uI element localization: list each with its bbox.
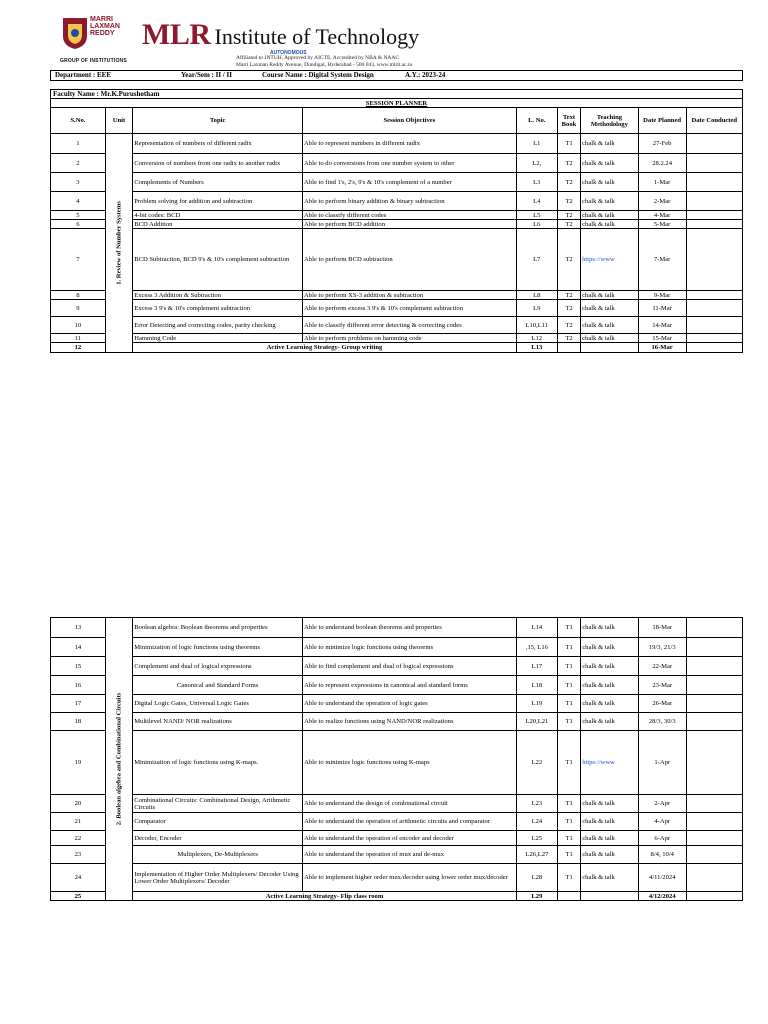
cell-date-planned: 8/4, 10/4	[638, 846, 686, 864]
cell-sno: 18	[51, 713, 106, 731]
header-conducted: Date Conducted	[686, 108, 742, 134]
cell-date-planned: 26-Mar	[638, 695, 686, 713]
cell-date-conducted	[686, 676, 742, 695]
cell-date-conducted	[686, 192, 742, 211]
cell-lno: L4	[516, 192, 557, 211]
session-row	[51, 813, 743, 831]
cell-sno: 14	[51, 638, 106, 657]
cell-lno: L13	[516, 343, 557, 353]
session-row	[51, 220, 743, 229]
cell-topic: Complement and dual of logical expressions	[133, 657, 303, 676]
cell-lno: L9	[516, 300, 557, 317]
planner-title: SESSION PLANNER	[51, 99, 743, 108]
session-planner-table-2	[50, 617, 743, 901]
cell-methodology: chalk & talk	[581, 864, 639, 892]
cell-date-planned: 28.2.24	[638, 154, 686, 173]
session-row	[51, 173, 743, 192]
cell-date-conducted	[686, 638, 742, 657]
cell-lno: L8	[516, 291, 557, 300]
cell-sno: 22	[51, 831, 106, 846]
cell-objective: Able to understand the design of combinational circuit	[303, 795, 517, 813]
cell-textbook: T1	[557, 731, 580, 795]
cell-date-planned: 4-Mar	[638, 211, 686, 220]
cell-date-planned: 2-Apr	[638, 795, 686, 813]
cell-methodology: chalk & talk	[581, 846, 639, 864]
cell-textbook: T1	[557, 864, 580, 892]
cell-objective: Able to perform XS-3 addition & subtraction	[303, 291, 517, 300]
cell-date-planned: 4/12/2024	[638, 892, 686, 901]
cell-textbook: T2	[557, 229, 580, 291]
cell-objective: Able to understand the operation of arithmetic circuits and comparator	[303, 813, 517, 831]
cell-sno: 16	[51, 676, 106, 695]
institute-name	[142, 18, 419, 52]
cell-date-conducted	[686, 618, 742, 638]
academic-year: A.Y.: 2023-24	[405, 71, 446, 79]
brand-rest: Institute of Technology	[214, 24, 420, 49]
cell-methodology: chalk & talk	[581, 676, 639, 695]
cell-date-planned: 9-Mar	[638, 291, 686, 300]
department: Department : EEE	[55, 71, 111, 79]
session-row	[51, 795, 743, 813]
cell-objective: Able to perform BCD subtraction	[303, 229, 517, 291]
cell-objective: Able to minimize logic functions using K-maps	[303, 731, 517, 795]
session-row	[51, 154, 743, 173]
unit-label: 2. Boolean algebra and Combinational Circuits	[115, 692, 123, 826]
cell-methodology: chalk & talk	[581, 173, 639, 192]
cell-methodology: chalk & talk	[581, 713, 639, 731]
group-tag: GROUP OF INSTITUTIONS	[60, 58, 127, 64]
cell-date-planned: 2-Mar	[638, 192, 686, 211]
cell-sno: 23	[51, 846, 106, 864]
cell-textbook: T1	[557, 813, 580, 831]
cell-date-planned: 4/11/2024	[638, 864, 686, 892]
header-objectives: Session Objectives	[303, 108, 517, 134]
cell-sno: 13	[51, 618, 106, 638]
cell-textbook	[557, 892, 580, 901]
cell-date-conducted	[686, 831, 742, 846]
cell-methodology: chalk & talk	[581, 192, 639, 211]
autonomous-badge: AUTONOMOUS	[270, 50, 307, 56]
cell-textbook: T1	[557, 638, 580, 657]
header-sno: S.No.	[51, 108, 106, 134]
session-row	[51, 229, 743, 291]
header-row	[51, 108, 743, 134]
session-row	[51, 657, 743, 676]
cell-date-conducted	[686, 229, 742, 291]
cell-date-conducted	[686, 864, 742, 892]
cell-lno: L24	[516, 813, 557, 831]
cell-date-planned: 4-Apr	[638, 813, 686, 831]
cell-date-planned: 15-Mar	[638, 334, 686, 343]
cell-sno: 24	[51, 864, 106, 892]
header-method: Teaching Methodology	[581, 108, 639, 134]
cell-sno: 25	[51, 892, 106, 901]
active-learning-row	[51, 343, 743, 353]
unit-cell	[105, 134, 132, 353]
cell-methodology: chalk & talk	[581, 831, 639, 846]
cell-textbook: T1	[557, 831, 580, 846]
cell-lno: L6	[516, 220, 557, 229]
cell-topic: Minimization of logic functions using K-maps.	[133, 731, 303, 795]
cell-methodology: chalk & talk	[581, 657, 639, 676]
institute-header	[60, 14, 480, 70]
cell-date-conducted	[686, 795, 742, 813]
cell-date-conducted	[686, 220, 742, 229]
logo-words	[90, 16, 120, 37]
cell-sno: 7	[51, 229, 106, 291]
session-row	[51, 638, 743, 657]
cell-sno: 10	[51, 317, 106, 334]
cell-topic: BCD Subtraction, BCD 9's & 10's complement subtraction	[133, 229, 303, 291]
cell-date-conducted	[686, 657, 742, 676]
cell-date-conducted	[686, 343, 742, 353]
cell-date-conducted	[686, 334, 742, 343]
cell-sno: 6	[51, 220, 106, 229]
cell-sno: 5	[51, 211, 106, 220]
session-row	[51, 334, 743, 343]
cell-textbook: T2	[557, 211, 580, 220]
methodology-link[interactable]: https://www	[581, 229, 639, 291]
cell-objective: Able to perform binary addition & binary subtraction	[303, 192, 517, 211]
cell-date-planned: 28/3, 30/3	[638, 713, 686, 731]
cell-methodology: chalk & talk	[581, 291, 639, 300]
cell-textbook: T2	[557, 173, 580, 192]
cell-objective: Able to do conversions from one number system to other	[303, 154, 517, 173]
cell-sno: 15	[51, 657, 106, 676]
cell-textbook: T1	[557, 695, 580, 713]
logo-word-3: REDDY	[90, 30, 115, 37]
cell-sno: 21	[51, 813, 106, 831]
cell-date-conducted	[686, 173, 742, 192]
cell-sno: 9	[51, 300, 106, 317]
cell-date-conducted	[686, 813, 742, 831]
header-unit: Unit	[105, 108, 132, 134]
cell-date-conducted	[686, 291, 742, 300]
cell-methodology: chalk & talk	[581, 695, 639, 713]
cell-lno: ,15, L16	[516, 638, 557, 657]
cell-lno: L28	[516, 864, 557, 892]
cell-date-planned: 22-Mar	[638, 657, 686, 676]
cell-topic: Complements of Numbers	[133, 173, 303, 192]
cell-topic: Representation of numbers of different radix	[133, 134, 303, 154]
brand-mlr: MLR	[142, 18, 211, 51]
cell-date-conducted	[686, 731, 742, 795]
session-row	[51, 192, 743, 211]
cell-objective: Able to understand boolean theorems and properties	[303, 618, 517, 638]
cell-methodology: chalk & talk	[581, 334, 639, 343]
cell-date-planned: 18-Mar	[638, 618, 686, 638]
institute-logo-icon	[60, 16, 90, 50]
cell-sno: 1	[51, 134, 106, 154]
session-row	[51, 695, 743, 713]
cell-topic: Multiplexers, De-Multiplexers	[133, 846, 303, 864]
methodology-link[interactable]: https://www	[581, 731, 639, 795]
cell-topic: Problem solving for addition and subtraction	[133, 192, 303, 211]
cell-sno: 11	[51, 334, 106, 343]
cell-date-conducted	[686, 695, 742, 713]
cell-textbook: T2	[557, 300, 580, 317]
cell-textbook: T2	[557, 192, 580, 211]
session-row	[51, 134, 743, 154]
logo-word-1: MARRI	[90, 16, 113, 23]
cell-objective: Able to understand the operation of logic gates	[303, 695, 517, 713]
cell-topic: Excess 3 9's & 10's complement subtraction	[133, 300, 303, 317]
course-name: Course Name : Digital System Design	[262, 71, 374, 79]
cell-topic: Minimization of logic functions using theorems	[133, 638, 303, 657]
cell-sno: 12	[51, 343, 106, 353]
session-row	[51, 618, 743, 638]
cell-sno: 8	[51, 291, 106, 300]
cell-lno: L19	[516, 695, 557, 713]
cell-topic: 4-bit codes: BCD	[133, 211, 303, 220]
cell-lno: L26,L27	[516, 846, 557, 864]
cell-topic: BCD Addition	[133, 220, 303, 229]
active-learning-label: Active Learning Strategy- Flip class room	[133, 892, 517, 901]
cell-textbook: T2	[557, 154, 580, 173]
cell-sno: 20	[51, 795, 106, 813]
cell-methodology: chalk & talk	[581, 813, 639, 831]
cell-methodology: chalk & talk	[581, 638, 639, 657]
session-row	[51, 846, 743, 864]
cell-sno: 2	[51, 154, 106, 173]
cell-objective: Able to realize functions using NAND/NOR realizations	[303, 713, 517, 731]
session-row	[51, 864, 743, 892]
active-learning-label: Active Learning Strategy- Group writing	[133, 343, 517, 353]
cell-objective: Able to perform BCD addition	[303, 220, 517, 229]
cell-date-planned: 5-Mar	[638, 220, 686, 229]
cell-lno: L18	[516, 676, 557, 695]
cell-textbook: T1	[557, 846, 580, 864]
cell-textbook: T2	[557, 291, 580, 300]
cell-textbook: T1	[557, 134, 580, 154]
cell-textbook: T2	[557, 334, 580, 343]
cell-textbook: T1	[557, 676, 580, 695]
cell-topic: Implementation of Higher Order Multiplexers/ Decoder Using Lower Order Multiplexers/ Decoder	[133, 864, 303, 892]
session-planner-table-1	[50, 98, 743, 353]
cell-sno: 3	[51, 173, 106, 192]
cell-objective: Able to minimize logic functions using theorems	[303, 638, 517, 657]
cell-date-conducted	[686, 317, 742, 334]
cell-date-conducted	[686, 154, 742, 173]
header-textbook: Text Book	[557, 108, 580, 134]
cell-textbook: T1	[557, 657, 580, 676]
cell-date-conducted	[686, 134, 742, 154]
cell-objective: Able to find complement and dual of logical expressions	[303, 657, 517, 676]
cell-date-planned: 19/3, 21/3	[638, 638, 686, 657]
cell-date-conducted	[686, 846, 742, 864]
header-lno: L. No.	[516, 108, 557, 134]
session-row	[51, 713, 743, 731]
faculty-name: Faculty Name : Mr.K.Purushotham	[53, 90, 160, 98]
session-row	[51, 676, 743, 695]
cell-date-planned: 1-Mar	[638, 173, 686, 192]
cell-topic: Decoder, Encoder	[133, 831, 303, 846]
year-sem: Year/Sem : II / II	[181, 71, 232, 79]
cell-objective: Able to classify different codes	[303, 211, 517, 220]
cell-topic: Hamming Code	[133, 334, 303, 343]
cell-methodology	[581, 892, 639, 901]
cell-methodology: chalk & talk	[581, 317, 639, 334]
cell-lno: L25	[516, 831, 557, 846]
active-learning-row	[51, 892, 743, 901]
session-row	[51, 211, 743, 220]
cell-objective: Able to represent expressions in canonical and standard forms	[303, 676, 517, 695]
cell-methodology: chalk & talk	[581, 795, 639, 813]
cell-topic: Conversion of numbers from one radix to another radix	[133, 154, 303, 173]
cell-objective: Able to classify different error detecting & correcting codes	[303, 317, 517, 334]
course-info-strip	[50, 70, 743, 81]
address-text: Marri Laxman Reddy Avenue, Dundigal, Hyderabad - 500 043, www.mlrit.ac.in	[236, 62, 413, 68]
cell-textbook: T1	[557, 795, 580, 813]
cell-lno: L22	[516, 731, 557, 795]
cell-topic: Boolean algebra: Boolean theorems and properties	[133, 618, 303, 638]
logo-word-2: LAXMAN	[90, 23, 120, 30]
cell-methodology: chalk & talk	[581, 300, 639, 317]
cell-lno: L23	[516, 795, 557, 813]
session-row	[51, 291, 743, 300]
cell-textbook: T1	[557, 618, 580, 638]
cell-objective: Able to perform excess 3 9's & 10's complement subtraction	[303, 300, 517, 317]
cell-lno: L20,L21	[516, 713, 557, 731]
cell-date-planned: 7-Mar	[638, 229, 686, 291]
cell-methodology: chalk & talk	[581, 211, 639, 220]
cell-date-planned: 6-Apr	[638, 831, 686, 846]
cell-methodology: chalk & talk	[581, 154, 639, 173]
unit-cell	[105, 618, 132, 901]
cell-objective: Able to implement higher order mux/decoder using lower order mux/decoder	[303, 864, 517, 892]
cell-topic: Error Detecting and correcting codes, parity checking	[133, 317, 303, 334]
cell-topic: Multilevel NAND/ NOR realizations	[133, 713, 303, 731]
cell-lno: L17	[516, 657, 557, 676]
cell-methodology: chalk & talk	[581, 134, 639, 154]
cell-sno: 4	[51, 192, 106, 211]
cell-textbook: T2	[557, 317, 580, 334]
cell-lno: L10,L11	[516, 317, 557, 334]
cell-lno: L1	[516, 134, 557, 154]
session-row	[51, 731, 743, 795]
cell-objective: Able to understand the operation of mux and de-mux	[303, 846, 517, 864]
cell-textbook: T1	[557, 713, 580, 731]
cell-date-conducted	[686, 892, 742, 901]
cell-topic: Comparator	[133, 813, 303, 831]
session-row	[51, 831, 743, 846]
header-topic: Topic	[133, 108, 303, 134]
cell-methodology: chalk & talk	[581, 220, 639, 229]
cell-date-planned: 11-Mar	[638, 300, 686, 317]
cell-textbook: T2	[557, 220, 580, 229]
cell-date-planned: 16-Mar	[638, 343, 686, 353]
cell-date-planned: 1-Apr	[638, 731, 686, 795]
session-row	[51, 317, 743, 334]
cell-methodology: chalk & talk	[581, 618, 639, 638]
cell-lno: L29	[516, 892, 557, 901]
cell-textbook	[557, 343, 580, 353]
cell-date-conducted	[686, 300, 742, 317]
cell-date-conducted	[686, 713, 742, 731]
cell-date-planned: 27-Feb	[638, 134, 686, 154]
unit-label: 1. Review of Number Systems	[115, 201, 123, 285]
cell-date-planned: 23-Mar	[638, 676, 686, 695]
cell-lno: L7	[516, 229, 557, 291]
cell-sno: 17	[51, 695, 106, 713]
cell-lno: L12	[516, 334, 557, 343]
cell-topic: Canonical and Standard Forms	[133, 676, 303, 695]
affiliation-text: Affiliated to JNTUH, Approved by AICTE, Accredited by NBA & NAAC	[236, 55, 400, 61]
session-row	[51, 300, 743, 317]
cell-topic: Digital Logic Gates, Universal Logic Gates	[133, 695, 303, 713]
cell-objective: Able to perform problems on hamming code	[303, 334, 517, 343]
cell-date-conducted	[686, 211, 742, 220]
cell-lno: L5	[516, 211, 557, 220]
header-planned: Date Planned	[638, 108, 686, 134]
cell-objective: Able to understand the operation of encoder and decoder	[303, 831, 517, 846]
cell-lno: L14	[516, 618, 557, 638]
cell-date-planned: 14-Mar	[638, 317, 686, 334]
cell-topic: Combinational Circuits: Combinational Design, Arithmetic Circuits	[133, 795, 303, 813]
cell-topic: Excess 3 Addition & Subtraction	[133, 291, 303, 300]
cell-sno: 19	[51, 731, 106, 795]
cell-objective: Able to find 1's, 2's, 9's & 10's complement of a number	[303, 173, 517, 192]
cell-objective: Able to represent numbers in different radix	[303, 134, 517, 154]
cell-methodology	[581, 343, 639, 353]
cell-lno: L3	[516, 173, 557, 192]
cell-lno: L2,	[516, 154, 557, 173]
